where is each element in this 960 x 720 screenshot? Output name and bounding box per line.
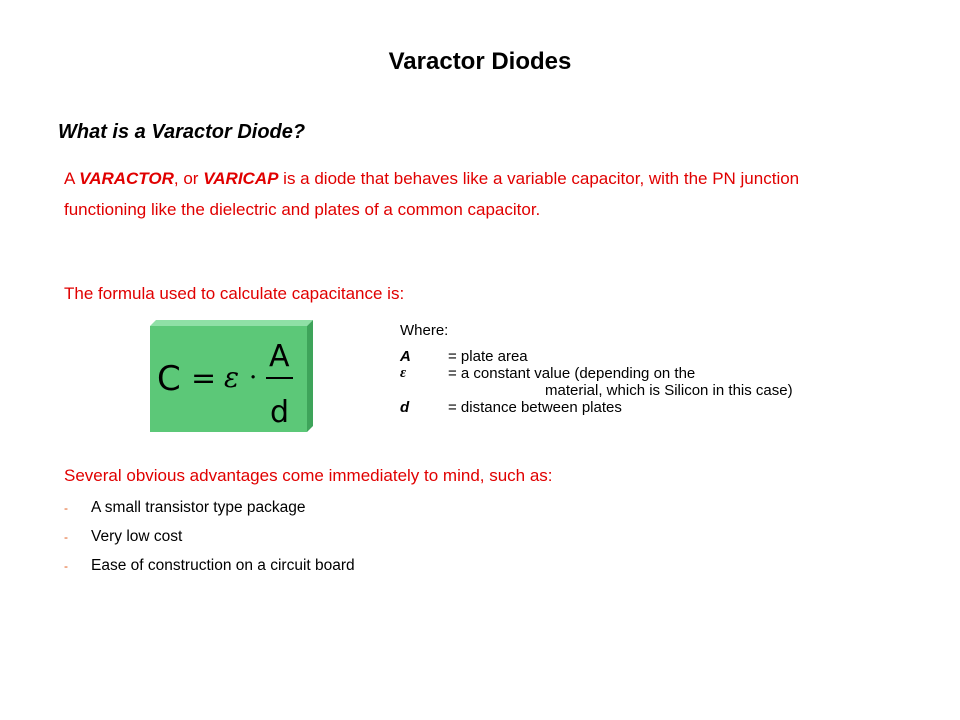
formula-numerator: A	[269, 339, 290, 374]
section-heading: What is a Varactor Diode?	[58, 121, 306, 143]
formula-graphic	[150, 320, 313, 432]
definition-continuation: material, which is Silicon in this case)	[545, 382, 793, 399]
list-item-text: Very low cost	[91, 528, 183, 545]
advantages-heading: Several obvious advantages come immediately to mind, such as:	[64, 466, 553, 485]
definition-text: = plate area	[448, 348, 528, 365]
definition-symbol: ε	[400, 365, 407, 381]
formula-dot: ·	[249, 363, 258, 393]
formula-box-side-bevel	[307, 320, 313, 432]
formula-epsilon: ε	[224, 361, 240, 394]
intro-text-2: , or	[173, 169, 204, 188]
definition-distance	[400, 399, 793, 416]
definition-text: = distance between plates	[448, 399, 622, 416]
definition-symbol: d	[400, 399, 410, 416]
list-item-text: A small transistor type package	[91, 499, 306, 516]
formula-lhs: C	[157, 359, 181, 399]
formula-box	[150, 320, 313, 432]
slide-title: Varactor Diodes	[388, 48, 572, 75]
intro-paragraph	[64, 163, 824, 225]
definition-epsilon	[400, 365, 793, 382]
definition-text: = a constant value (depending on the	[448, 365, 696, 382]
intro-text-3: is a diode that behaves like a variable capacitor, with the PN junction functioning like the dielectric and plates of a common capacitor.	[64, 169, 800, 219]
varicap-term: VARICAP	[203, 169, 279, 188]
where-label: Where:	[400, 322, 449, 339]
bullet-dash-icon: -	[64, 501, 68, 515]
definition-symbol: A	[400, 348, 411, 365]
formula-equals: =	[191, 361, 217, 396]
list-item-text: Ease of construction on a circuit board	[91, 557, 355, 574]
varactor-term: VARACTOR	[79, 169, 174, 188]
intro-text-1: A	[64, 169, 80, 188]
formula-denominator: d	[270, 395, 290, 430]
formula-intro: The formula used to calculate capacitance is:	[64, 284, 405, 303]
bullet-dash-icon: -	[64, 530, 68, 544]
bullet-dash-icon: -	[64, 559, 68, 573]
formula-box-top-bevel	[150, 320, 313, 326]
definition-area	[400, 348, 793, 365]
where-block	[400, 322, 793, 416]
